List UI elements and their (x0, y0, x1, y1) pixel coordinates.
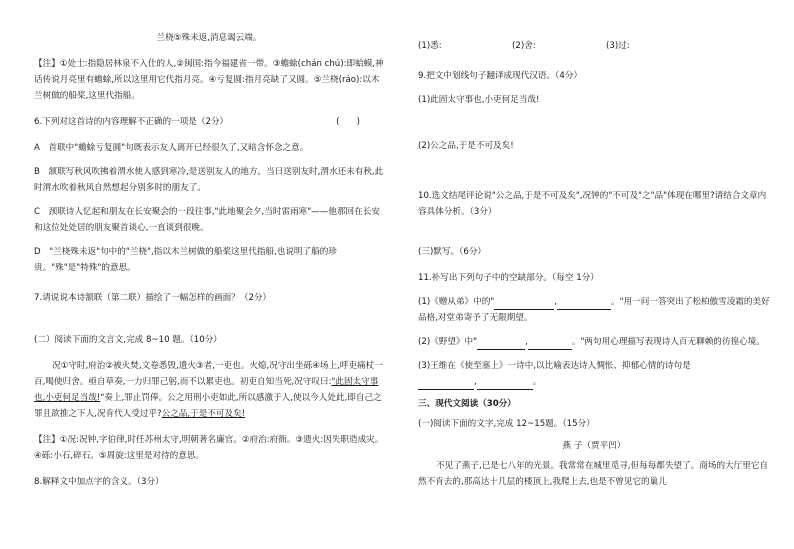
section2-title: (二）阅读下面的文言文,完成 8~10 题。（10分） (34, 335, 222, 345)
q11-1-prefix: (1)《赠从弟》中的" (418, 297, 495, 307)
q11-item-2 (418, 334, 770, 350)
q11-1-suffix: 。"用一问一答突出了松柏傲雪凌霜的美好品格,对堂弟寄予了无限期望。 (418, 297, 770, 323)
q11-item-1 (418, 294, 770, 326)
right-column (418, 0, 770, 490)
passage-part-2: "奏上,罪止罚俸。公之用刑小吏如此,所以感激于人,使以今人处此,即自己之罪且欲推之下人,况肯代人受过乎? (34, 393, 382, 419)
passage-part-3: 公之品,于是不可及矣! (161, 409, 246, 419)
q6-option-a: A 首联中"蟾蜍亏复圆"句既表示友人离开已经很久了,又暗含怀念之意。 (34, 143, 309, 153)
q9-sentence-2: (2)公之品,于是不可及矣! (418, 141, 514, 151)
q11-2-suffix: 。"两句用心理描写表现诗人百无聊赖的彷徨心境。 (571, 337, 765, 347)
q6-stem: 6.下列对这首诗的内容理解不正确的一项是（2分） (34, 117, 229, 127)
section3-title: (三)默写。（6分） (418, 247, 487, 257)
q6-option-d: D "兰桡殊未返"句中的"兰桡",指以木兰树做的船桨这里代指船,也说明了船的珍贵。"殊"是"特殊"的意思。 (34, 247, 337, 273)
q11-3-middle: 比喻表达诗人惆怅、抑郁心情的诗句是 (544, 361, 691, 371)
q11-2-blank-a[interactable] (477, 338, 525, 350)
q11-1-blank-b[interactable] (557, 298, 611, 310)
q11: 11.补写出下列句子中的空缺部分。（每空 1分） (418, 273, 599, 283)
q11-item-3 (418, 358, 770, 390)
q6-answer-paren: ( ) (336, 117, 360, 127)
q11-3-end: 。 (532, 377, 542, 387)
q11-3-prefix: (3)王维在《使至塞上》一诗中,以 (418, 361, 545, 371)
q6-option-b: B 颔联写秋风吹拂着渭水使人感到寒冷,是送别友人的地方。当日送别友时,渭水还未有秋,此时渭水吹着秋风自然想起分别多时的朋友了。 (34, 167, 384, 193)
passage-note: 【注】①况:况钟,字伯律,时任苏州太守,明朝著名廉官。②府治:府衙。③遗火:因失职造成灾。④砾:小石,碎石。⑤周旋:这里是对待的意思。 (34, 435, 384, 461)
q8-item-3: (3)过: (606, 41, 630, 51)
q11-1-blank-a[interactable] (494, 298, 554, 310)
passage-quote: "此固太守事也,小吏何足当哉! (34, 377, 379, 403)
q11-1-comma: , (554, 297, 558, 307)
essay-title: 燕 子（贾平凹） (562, 441, 626, 451)
q10: 10.选文结尾评论说"公之品,于是不可及矣",况钟的"不可及"之"品"体现在哪里?请结合文章内容具体分析。（3分） (418, 191, 767, 217)
essay-paragraph-1: 不见了燕子,已是七八年的光景。我常常在城里觅寻,但每每都失望了。商场的大厅里它自然不肯去的,那高达十几层的楼顶上,我爬上去,也是不曾见它的巢儿 (418, 461, 769, 487)
poem-note: 【注】①处士:指隐居林泉不入仕的人,②闽国:指今福建省一带。③蟾蜍(chán chú):即蛤蟆,神话传说月亮里有蟾蜍,所以这里用它代指月亮。④亏复圆:指月亮缺了又圆。⑤兰桡(ráo):以木兰树做的船桨,这里代指船。 (34, 59, 384, 101)
poem-last-line: 兰桡⑤殊未返,消息谒云端。 (156, 33, 262, 43)
modern-reading-subtitle: (一)阅读下面的文字,完成 12~15题。（15分） (418, 419, 595, 429)
left-column (34, 0, 384, 490)
q9: 9.把文中划线句子翻译成现代汉语。（4分） (418, 71, 583, 81)
q11-2-blank-b[interactable] (528, 338, 572, 350)
q6-option-c: C 颈联诗人忆起和朋友在长安聚会的一段往事,"此地聚会夕,当时雷雨寒"——他那回在长安和这位处处居的朋友聚首谈心,一直谈到很晚。 (34, 207, 380, 233)
q11-2-comma: , (525, 337, 528, 347)
q8-item-2: (2)舍: (512, 41, 536, 51)
classical-passage (34, 358, 384, 422)
modern-reading-title: 三、现代文阅读（30分） (418, 399, 516, 409)
q8: 8.解释文中加点字的含义。（3分） (34, 477, 164, 487)
q9-sentence-1: (1)此固太守事也,小吏何足当哉! (418, 95, 540, 105)
q11-3-blank-b[interactable] (477, 378, 533, 390)
q6-row (34, 114, 384, 130)
q8-item-1: (1)悉: (418, 41, 442, 51)
q11-3-comma: , (474, 377, 477, 387)
q8-items (418, 38, 770, 54)
q7: 7.请说说本诗颔联（第二联）描绘了一幅怎样的画面？（2分） (34, 293, 272, 303)
q11-3-blank-a[interactable] (418, 378, 474, 390)
passage-part-1: 况①守时,府治②被火焚,文卷悉毁,遗火③者,一吏也。火熄,况守出坐砾④场上,呼吏痛杖一百,喝使归舍。亟自草奏,一力归罪己躬,而不以累吏也。初吏自知当死,况守叹曰: (34, 361, 383, 387)
q11-2-prefix: (2)《野望》中" (418, 337, 478, 347)
